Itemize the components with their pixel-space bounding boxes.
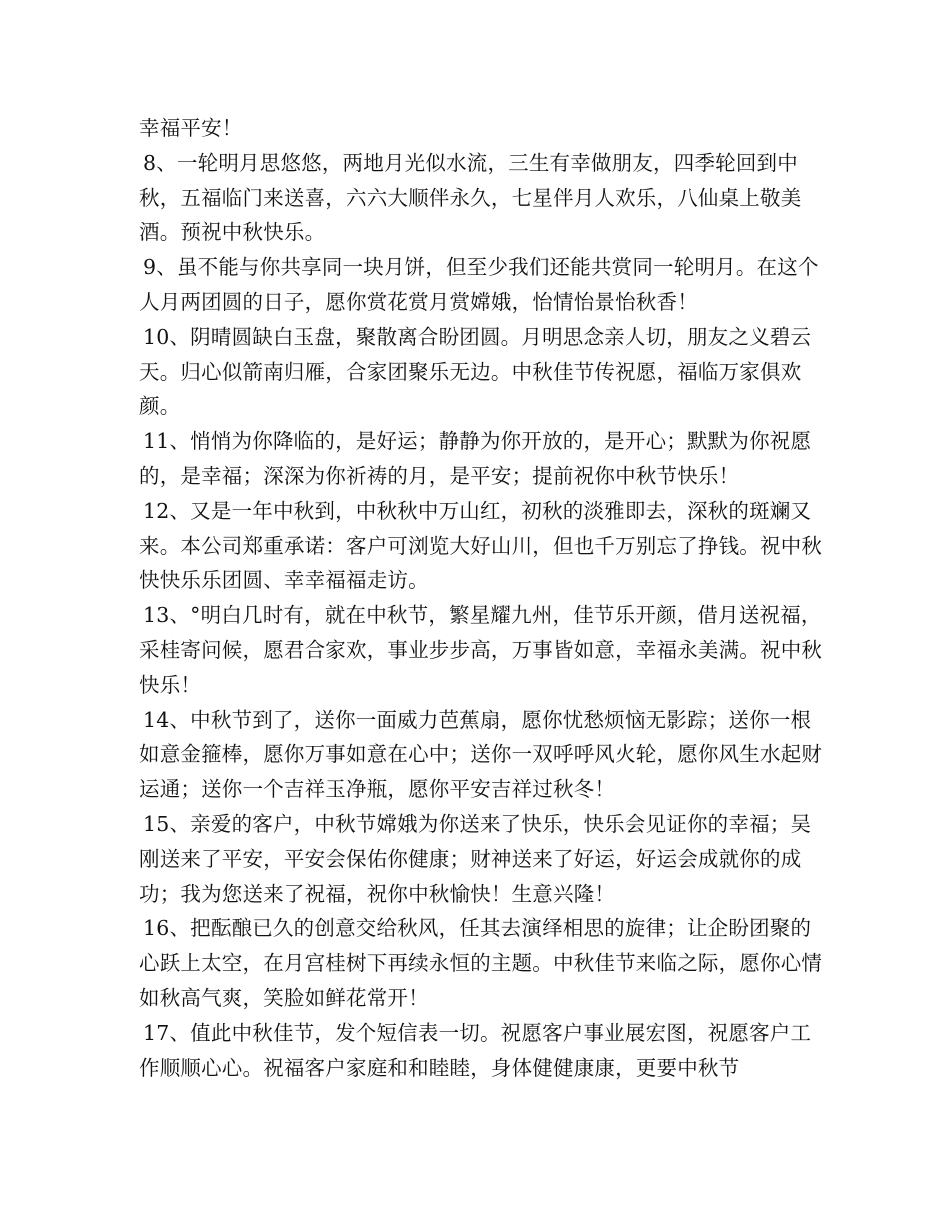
document-body xyxy=(139,111,829,1085)
paragraph-item-16: 16、把酝酿已久的创意交给秋风，任其去演绎相思的旋律；让企盼团聚的心跃上太空，在月宫桂树下再续永恒的主题。中秋佳节来临之际，愿你心情如秋高气爽，笑脸如鲜花常开！ xyxy=(139,916,823,1010)
paragraph-item-11: 11、悄悄为你降临的，是好运；静静为你开放的，是开心；默默为你祝愿的，是幸福；深深为你祈祷的月，是平安；提前祝你中秋节快乐！ xyxy=(139,429,812,488)
paragraph-item-13: 13、°明白几时有，就在中秋节，繁星耀九州，佳节乐开颜，借月送祝福，采桂寄问候，愿君合家欢，事业步步高，万事皆如意，幸福永美满。祝中秋快乐！ xyxy=(139,603,823,697)
paragraph-item-8: 8、一轮明月思悠悠，两地月光似水流，三生有幸做朋友，四季轮回到中秋，五福临门来送喜，六六大顺伴永久，七星伴月人欢乐，八仙桌上敬美酒。预祝中秋快乐。 xyxy=(139,150,802,245)
paragraph-item-12: 12、又是一年中秋到，中秋秋中万山红，初秋的淡雅即去，深秋的斑斓又来。本公司郑重承诺：客户可浏览大好山川，但也千万别忘了挣钱。祝中秋快快乐乐团圆、幸幸福福走访。 xyxy=(139,498,823,593)
paragraph-item-17: 17、值此中秋佳节，发个短信表一切。祝愿客户事业展宏图，祝愿客户工作顺顺心心。祝福客户家庭和和睦睦，身体健健康康，更要中秋节 xyxy=(139,1020,812,1080)
paragraph-continuation: 幸福平安！ xyxy=(139,116,243,140)
paragraph-item-15: 15、亲爱的客户，中秋节嫦娥为你送来了快乐，快乐会见证你的幸福；吴刚送来了平安，平安会保佑你健康；财神送来了好运，好运会成就你的成功；我为您送来了祝福，祝你中秋愉快！生意兴隆！ xyxy=(139,811,812,906)
paragraph-item-9: 9、虽不能与你共享同一块月饼，但至少我们还能共赏同一轮明月。在这个人月两团圆的日子，愿你赏花赏月赏嫦娥，怡情怡景怡秋香！ xyxy=(139,255,819,314)
paragraph-item-14: 14、中秋节到了，送你一面威力芭蕉扇，愿你忧愁烦恼无影踪；送你一根如意金箍棒，愿你万事如意在心中；送你一双呼呼风火轮，愿你风生水起财运通；送你一个吉祥玉净瓶，愿你平安吉祥过秋冬！ xyxy=(139,707,823,802)
paragraph-item-10: 10、阴晴圆缺白玉盘，聚散离合盼团圆。月明思念亲人切，朋友之义碧云天。归心似箭南归雁，合家团聚乐无边。中秋佳节传祝愿，福临万家俱欢颜。 xyxy=(139,324,812,419)
